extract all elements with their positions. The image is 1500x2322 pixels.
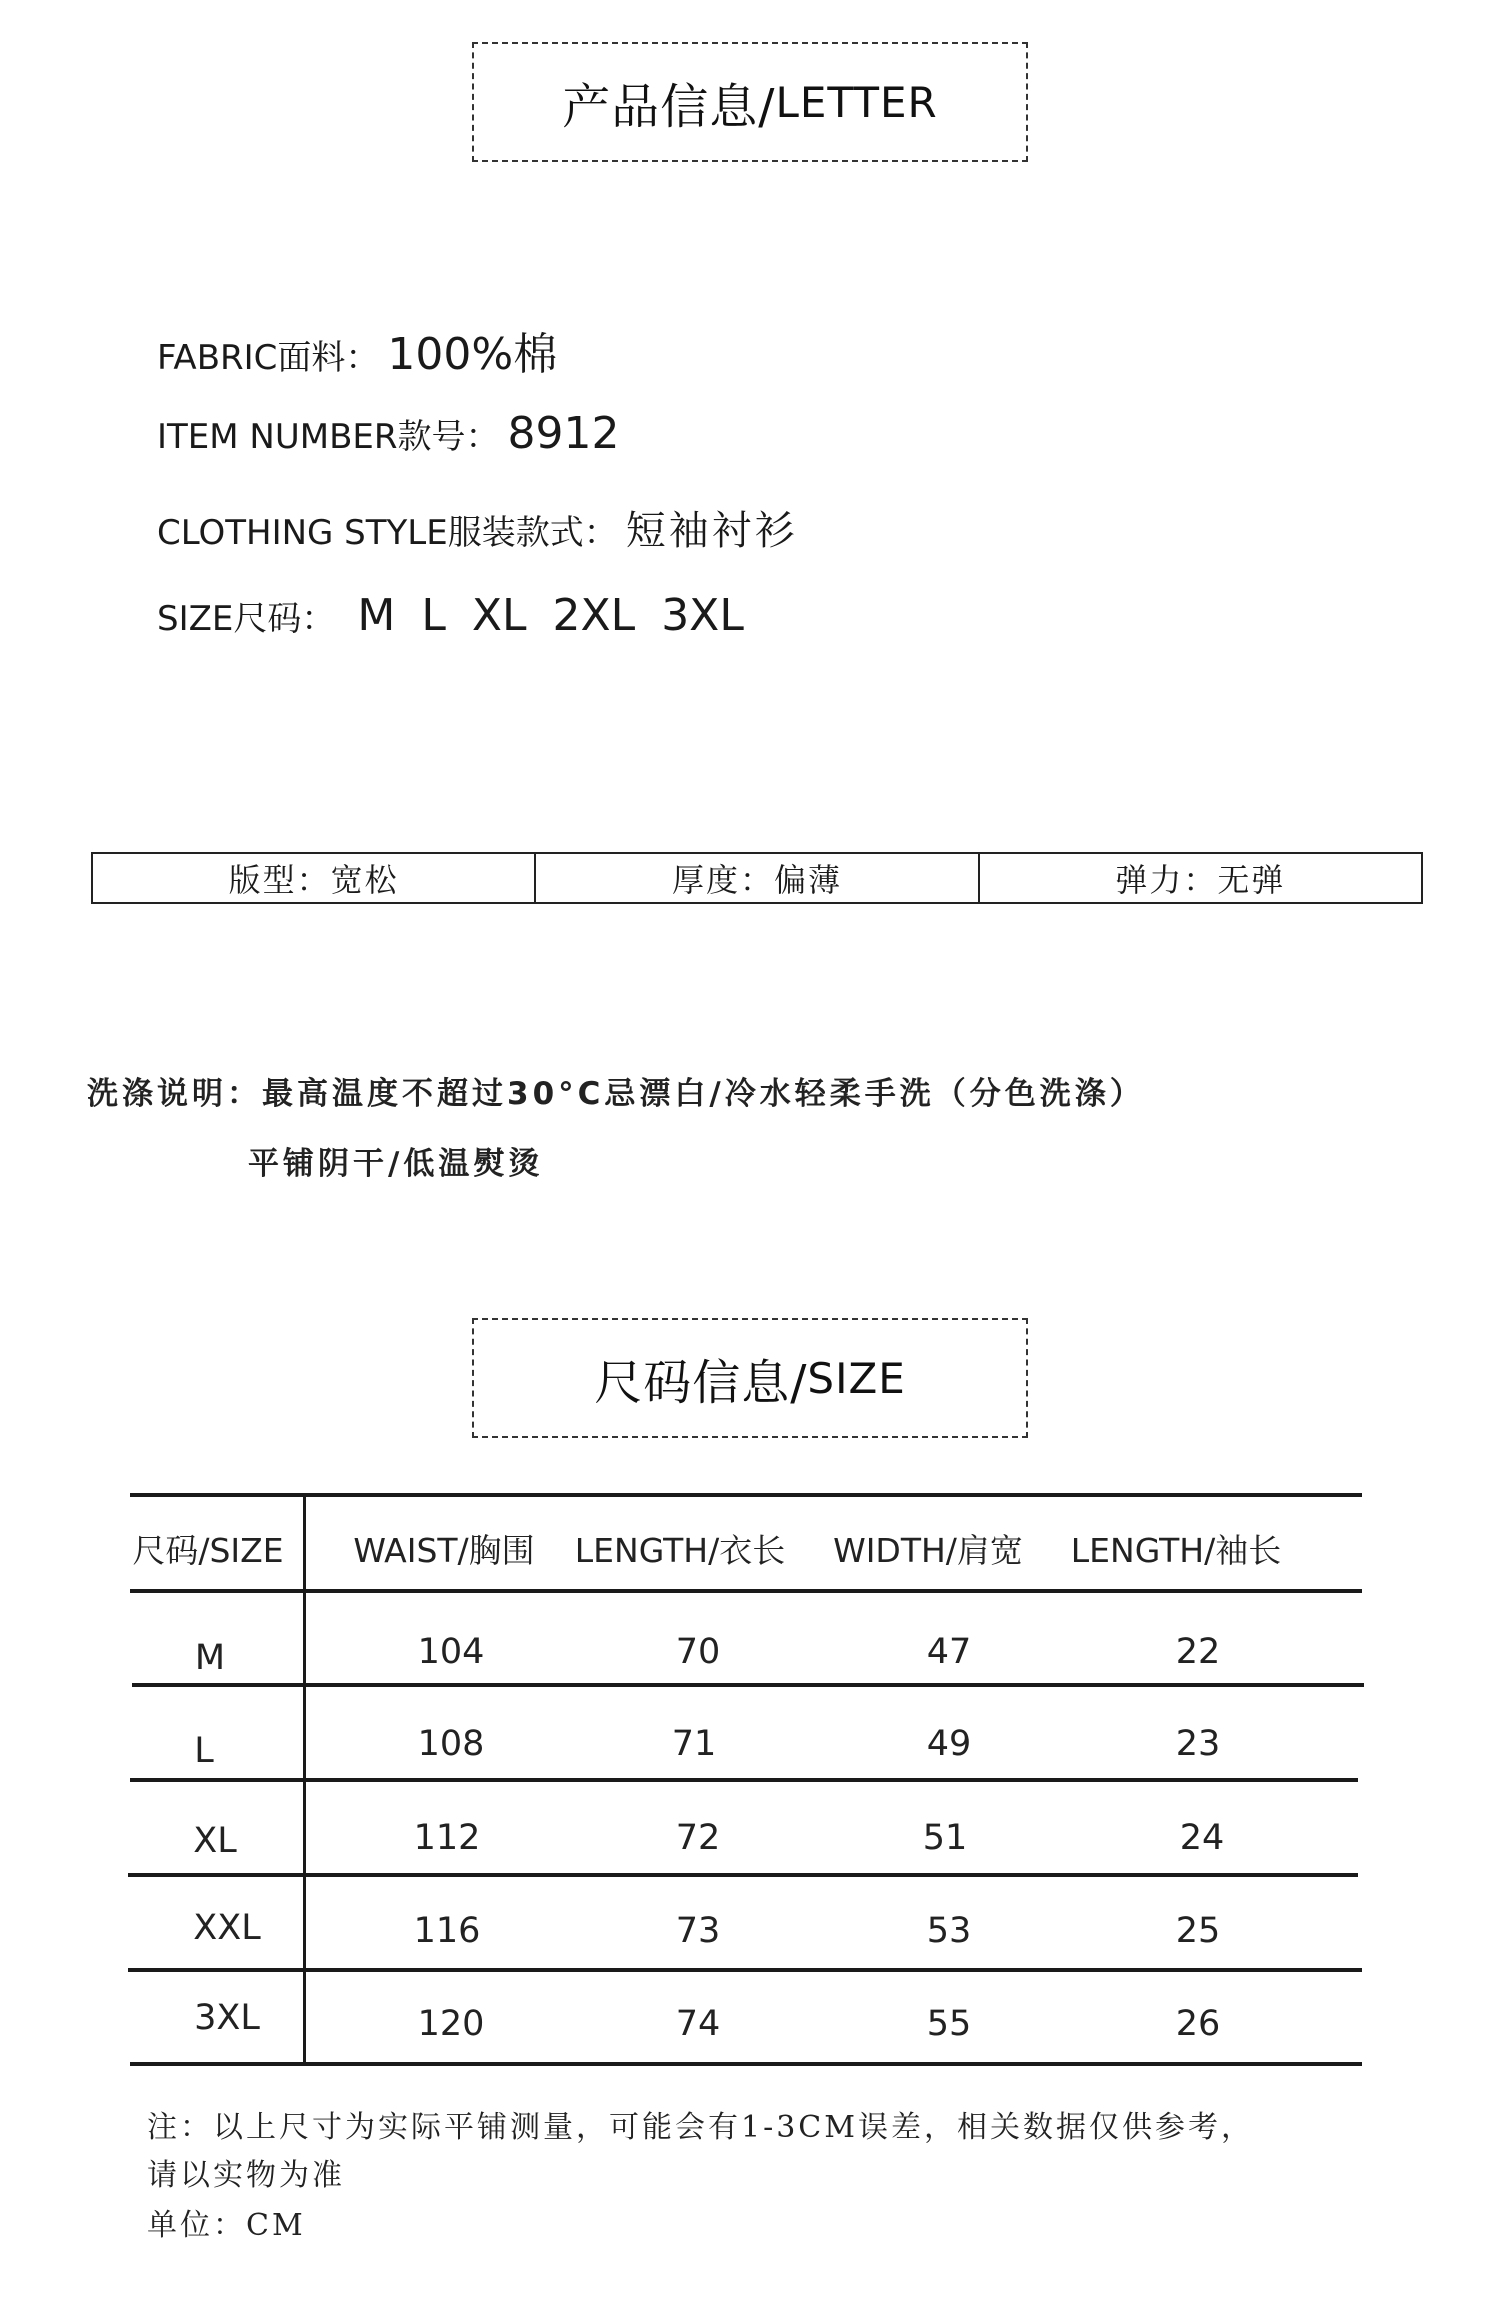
cell-length: 71 xyxy=(671,1724,717,1764)
header-sleeve: LENGTH/袖长 xyxy=(1070,1531,1282,1570)
size-option: M xyxy=(357,590,396,641)
size-line xyxy=(157,590,770,641)
cell-size: M xyxy=(194,1638,226,1678)
clothing-style-line xyxy=(157,499,798,556)
cell-size: XL xyxy=(193,1821,237,1861)
cell-width: 53 xyxy=(926,1911,972,1951)
cell-sleeve: 26 xyxy=(1175,2004,1221,2044)
size-info-header xyxy=(472,1318,1028,1438)
size-option: 3XL xyxy=(661,590,744,641)
header-length: LENGTH/衣长 xyxy=(574,1531,786,1570)
cell-size: L xyxy=(194,1731,214,1771)
clothing-style-value: 短袖衬衫 xyxy=(625,508,798,554)
cell-size: 3XL xyxy=(194,1998,260,2038)
note-unit: 单位：CM xyxy=(147,2208,306,2243)
size-label: SIZE尺码： xyxy=(157,599,336,639)
attribute-elasticity: 弹力：无弹 xyxy=(1115,861,1286,899)
product-info-header-en: LETTER xyxy=(775,77,938,127)
item-number-value: 8912 xyxy=(507,408,620,459)
header-width: WIDTH/肩宽 xyxy=(833,1531,1023,1570)
cell-sleeve: 24 xyxy=(1179,1818,1225,1858)
table-rule xyxy=(130,1493,1362,1497)
cell-waist: 108 xyxy=(417,1724,485,1764)
wash-instructions-line1: 洗涤说明：最高温度不超过30°C忌漂白/冷水轻柔手洗（分色洗涤） xyxy=(87,1076,1145,1112)
attribute-table xyxy=(91,852,1423,904)
cell-waist: 116 xyxy=(413,1911,481,1951)
product-info-header-cn: 产品信息/ xyxy=(562,78,776,135)
fabric-label: FABRIC面料： xyxy=(157,338,380,378)
size-option: XL xyxy=(471,590,527,641)
cell-width: 49 xyxy=(926,1724,972,1764)
wash-instructions-line2: 平铺阴干/低温熨烫 xyxy=(248,1146,544,1182)
fabric-value: 100%棉 xyxy=(387,329,558,380)
cell-waist: 112 xyxy=(413,1818,481,1858)
table-rule xyxy=(128,1873,1358,1877)
table-divider xyxy=(303,1495,306,2065)
product-info-header xyxy=(472,42,1028,162)
table-rule xyxy=(132,1683,1364,1687)
size-info-header-cn: 尺码信息/ xyxy=(594,1354,808,1411)
cell-width: 55 xyxy=(926,2004,972,2044)
size-option: L xyxy=(421,590,446,641)
cell-length: 74 xyxy=(675,2004,721,2044)
header-size: 尺码/SIZE xyxy=(132,1531,284,1570)
table-rule xyxy=(130,2062,1362,2066)
cell-sleeve: 23 xyxy=(1175,1724,1221,1764)
cell-length: 73 xyxy=(675,1911,721,1951)
cell-width: 47 xyxy=(926,1632,972,1672)
item-number-label: ITEM NUMBER款号： xyxy=(157,417,500,457)
attribute-thickness: 厚度：偏薄 xyxy=(536,854,979,902)
table-rule xyxy=(130,1778,1358,1782)
attribute-fit: 版型：宽松 xyxy=(93,854,536,902)
cell-sleeve: 22 xyxy=(1175,1632,1221,1672)
header-waist: WAIST/胸围 xyxy=(353,1531,535,1570)
clothing-style-label: CLOTHING STYLE服装款式： xyxy=(157,513,618,553)
cell-sleeve: 25 xyxy=(1175,1911,1221,1951)
cell-length: 70 xyxy=(675,1632,721,1672)
cell-length: 72 xyxy=(675,1818,721,1858)
fabric-line xyxy=(157,318,557,382)
cell-waist: 120 xyxy=(417,2004,485,2044)
note-disclaimer-cont: 请以实物为准 xyxy=(147,2158,345,2193)
table-rule xyxy=(130,1589,1362,1593)
cell-width: 51 xyxy=(922,1818,968,1858)
size-option: 2XL xyxy=(552,590,636,641)
table-rule xyxy=(128,1968,1362,1972)
size-info-header-en: SIZE xyxy=(807,1353,906,1403)
cell-size: XXL xyxy=(193,1908,261,1948)
note-disclaimer: 注：以上尺寸为实际平铺测量，可能会有1-3CM误差，相关数据仅供参考， xyxy=(147,2110,1254,2145)
item-number-line xyxy=(157,408,620,459)
cell-waist: 104 xyxy=(417,1632,485,1672)
